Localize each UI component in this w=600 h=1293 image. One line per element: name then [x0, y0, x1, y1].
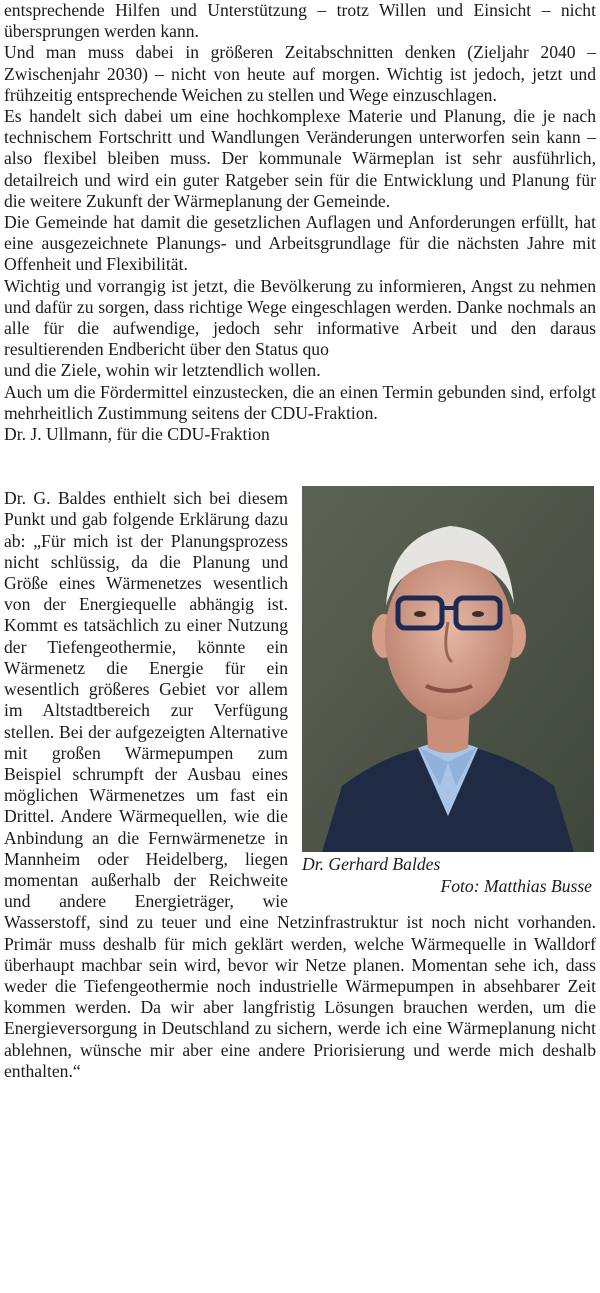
paragraph: Es handelt sich dabei um eine hochkomplexe Materie und Planung, die je nach technischem Fortschritt und Wandlungen Veränderungen unterworfen sein kann – also flexibel bleiben muss. Der kommunale Wärmeplan ist sehr ausführlich, detailreich und wird ein guter Ratgeber sein für die Entwicklung und Planung für die weitere Zukunft der Wärmeplanung der Gemeinde. [4, 106, 596, 211]
article-top-text [4, 0, 596, 445]
photo-credit: Foto: Matthias Busse [440, 876, 592, 897]
paragraph: Auch um die Fördermittel einzustecken, die an einen Termin gebunden sind, erfolgt mehrheitlich Zustimmung seitens der CDU-Fraktion. [4, 381, 596, 423]
portrait-photo [302, 486, 594, 852]
statement-paragraph: Dr. G. Baldes enthielt sich bei diesem Punkt und gab folgende Erklärung dazu ab: „Für mich ist der Planungsprozess nicht schlüssig, da die Planung und Größe eines Wärmenetzes wesentlich von der Energiequelle abhängig ist. Kommt es tatsächlich zu einer Nutzung der Tiefengeothermie, könnte ein Wärmenetz die Energie für ein wesentlich größeres Gebiet vor allem im Altstadtbereich zur Verfügung stellen. Bei der aufgezeigten Alternative mit großen Wärmepumpen zum Beispiel schrumpft der Ausbau eines möglichen Wärmenetzes um fast ein Drittel. Andere Wärmequellen, wie die Anbindung an die Fernwärmenetze in Mannheim oder Heidelberg, liegen momentan außerhalb der Reichweite und andere Energieträger, wie Wasserstoff, sind zu teuer und eine Netzinfrastruktur ist noch nicht vorhanden. Primär muss deshalb für mich geklärt werden, welche Wärmequelle in Walldorf überhaupt machbar sein wird, bevor wir Netze planen. Momentan sehe ich, dass weder die Tiefengeothermie noch industrielle Wärmepumpen in absehbarer Zeit kommen werden. Da wir aber langfristig Lösungen brauchen werden, um die Energieversorgung in Deutschland zu sichern, werde ich eine Wärmeplanung nicht ablehnen, wünsche mir aber eine andere Priorisierung und werde mich deshalb enthalten.“ [4, 488, 596, 1081]
portrait-illustration [302, 486, 594, 852]
paragraph: und die Ziele, wohin wir letztendlich wollen. [4, 360, 321, 381]
paragraph: Wichtig und vorrangig ist jetzt, die Bevölkerung zu informieren, Angst zu nehmen und dafür zu sorgen, dass richtige Wege eingeschlagen werden. Danke nochmals an alle für die aufwendige, jedoch sehr informative Arbeit und den daraus resultierenden Endbericht über den Status quo [4, 275, 596, 360]
paragraph: Die Gemeinde hat damit die gesetzlichen Auflagen und Anforderungen erfüllt, hat eine ausgezeichnete Planungs- und Arbeitsgrundlage für die nächsten Jahre mit Offenheit und Flexibilität. [4, 212, 596, 275]
paragraph: Und man muss dabei in größeren Zeitabschnitten denken (Zieljahr 2040 – Zwischenjahr 2030) – nicht von heute auf morgen. Wichtig ist jedoch, jetzt und frühzeitig entsprechende Weichen zu stellen und Wege einzuschlagen. [4, 42, 596, 105]
photo-block [300, 486, 596, 897]
photo-caption-name: Dr. Gerhard Baldes [302, 854, 441, 875]
signature-line: Dr. J. Ullmann, für die CDU-Fraktion [4, 424, 270, 445]
statement-section [4, 488, 596, 1082]
paragraph: entsprechende Hilfen und Unterstützung – trotz Willen und Einsicht – nicht übersprungen werden kann. [4, 0, 596, 42]
